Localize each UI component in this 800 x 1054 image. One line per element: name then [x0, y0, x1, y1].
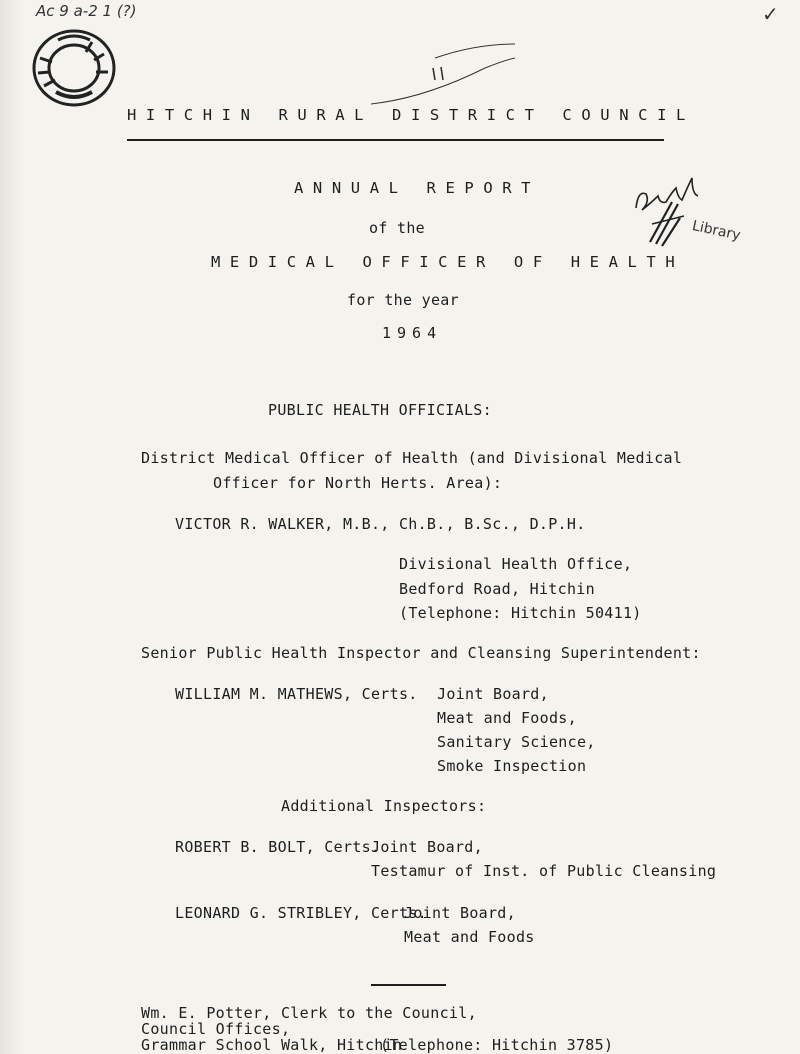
report-title-line4: for the year: [347, 291, 459, 309]
library-stamp-icon: [30, 28, 118, 108]
clerk-line4: (Telephone: Hitchin 3785): [380, 1036, 614, 1054]
inspector2-cert-2: Meat and Foods: [404, 928, 535, 946]
handwritten-number-scribble: [365, 38, 525, 108]
mo-name: VICTOR R. WALKER, M.B., Ch.B., B.Sc., D.P.H.: [175, 515, 586, 533]
inspector1-cert-2: Testamur of Inst. of Public Cleansing: [371, 862, 717, 880]
sphi-cert-1: Joint Board,: [437, 685, 549, 703]
sphi-cert-3: Sanitary Science,: [437, 733, 596, 751]
report-title-line3: MEDICAL OFFICER OF HEALTH: [211, 253, 685, 271]
tick-mark: ✓: [762, 2, 779, 26]
inspector2-name: LEONARD G. STRIBLEY, Certs.: [175, 904, 427, 922]
sphi-role: Senior Public Health Inspector and Cleansing Superintendent:: [141, 644, 701, 662]
additional-inspectors-heading: Additional Inspectors:: [281, 797, 487, 815]
footer-separator: [371, 984, 446, 986]
report-year: 1964: [382, 324, 443, 342]
scan-shadow: [0, 0, 22, 1054]
sphi-name: WILLIAM M. MATHEWS, Certs.: [175, 685, 418, 703]
clerk-line2: Council Offices,: [141, 1020, 291, 1038]
catalogue-mark: Ac 9 a-2 1 (?): [36, 2, 137, 20]
header-rule: [127, 139, 664, 141]
mo-address-line3: (Telephone: Hitchin 50411): [399, 604, 642, 622]
mo-address-line2: Bedford Road, Hitchin: [399, 580, 595, 598]
sphi-cert-4: Smoke Inspection: [437, 757, 587, 775]
inspector1-name: ROBERT B. BOLT, Certs.: [175, 838, 381, 856]
inspector1-cert-1: Joint Board,: [371, 838, 483, 856]
handwritten-signature: [632, 172, 722, 262]
sphi-cert-2: Meat and Foods,: [437, 709, 577, 727]
mo-role-line2: Officer for North Herts. Area):: [213, 474, 503, 492]
report-title-line1: ANNUAL REPORT: [294, 179, 541, 197]
clerk-line3: Grammar School Walk, Hitchin: [141, 1036, 403, 1054]
clerk-line1: Wm. E. Potter, Clerk to the Council,: [141, 1004, 477, 1022]
inspector2-cert-1: Joint Board,: [404, 904, 516, 922]
report-title-line2: of the: [369, 219, 425, 237]
library-note: Library: [690, 218, 742, 244]
council-name: HITCHIN RURAL DISTRICT COUNCIL: [127, 106, 695, 124]
officials-heading: PUBLIC HEALTH OFFICIALS:: [268, 401, 492, 419]
mo-role-line1: District Medical Officer of Health (and Divisional Medical: [141, 449, 683, 467]
mo-address-line1: Divisional Health Office,: [399, 555, 633, 573]
